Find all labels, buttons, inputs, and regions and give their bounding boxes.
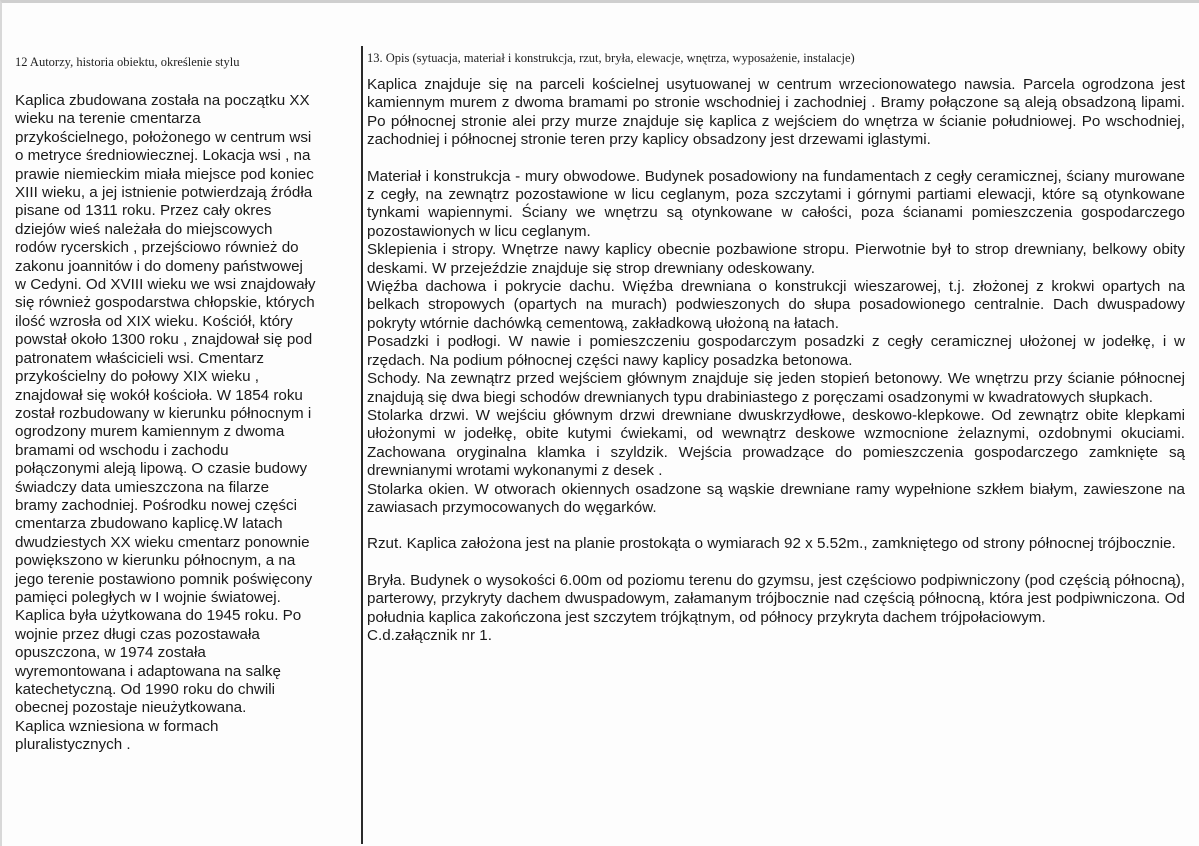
history-line: świadczy data umieszczona na filarze bbox=[15, 478, 270, 496]
history-line: patronatem właścicieli wsi. Cmentarz bbox=[15, 349, 264, 367]
history-line: przykościelnego, położonego w centrum wsi bbox=[15, 128, 312, 146]
history-line: prawie niemieckim miała miejsce pod koniec bbox=[15, 165, 314, 183]
paragraph-situation: Kaplica znajduje się na parceli kościelnej usytuowanej w centrum wrzecionowatego nawsia. Parcela ogrodzona jest kamiennym murem z dwoma bramami po stronie wschodniej i zachodniej . Bramy połączone są aleją obsadzoną lipami. Po północnej stronie alei przy murze znajduje się kaplica z wejściem do wnętrza w ścianie południowej. Po wschodniej, zachodniej i północnej stronie teren przy kaplicy obsadzony jest drzewami iglastymi. bbox=[367, 76, 1185, 149]
history-line: zakonu joannitów i do domeny państwowej bbox=[15, 257, 303, 275]
history-line: pamięci poległych w I wojnie światowej. bbox=[15, 588, 281, 606]
history-line: Kaplica wzniesiona w formach bbox=[15, 717, 219, 735]
paragraph-material: Materiał i konstrukcja - mury obwodowe. Budynek posadowiony na fundamentach z cegły ceramicznej, ściany murowane z cegły, na zewnątrz pozostawione w licu ceglanym, poza szczytami i górnymi partiami elewacji, które są otynkowane tynkami wapiennymi. Ściany we wnętrzu są otynkowane w całości, poza ścianami pomieszczenia gospodarczego pozostawionych w licu ceglanym. bbox=[367, 167, 1185, 240]
history-line: powiększono w kierunku północnym, a na bbox=[15, 552, 296, 570]
history-line: katechetyczną. Od 1990 roku do chwili bbox=[15, 681, 276, 698]
history-line: pisane od 1311 roku. Przez cały okres bbox=[15, 202, 272, 220]
history-heading: 12 Autorzy, historia obiektu, określenie stylu bbox=[15, 55, 240, 69]
history-line: cmentarza zbudowano kaplicę.W latach bbox=[15, 515, 283, 533]
history-line: ilość wzrosła od XIX wieku. Kościół, który bbox=[15, 312, 293, 330]
history-line: ogrodzony murem kamiennym z dwoma bbox=[15, 423, 285, 441]
history-line: pluralistycznych . bbox=[15, 736, 131, 754]
history-line: jego terenie postawiono pomnik poświęcony bbox=[15, 570, 313, 588]
history-line: połączonymi aleją lipową. O czasie budowy bbox=[15, 460, 308, 478]
description-column bbox=[367, 50, 1185, 645]
history-line: o metryce średniowiecznej. Lokacja wsi , na bbox=[15, 147, 311, 165]
history-line: powstał około 1300 roku , znajdował się pod bbox=[15, 331, 313, 349]
paragraph-plan: Rzut. Kaplica założona jest na planie prostokąta o wymiarach 92 x 5.52m., zamkniętego od strony północnej trójbocznie. bbox=[367, 535, 1176, 553]
history-line: przykościelny do połowy XIX wieku , bbox=[15, 368, 259, 386]
paragraph-doors: Stolarka drzwi. W wejściu głównym drzwi drewniane dwuskrzydłowe, deskowo-klepkowe. Od zewnątrz obite klepkami ułożonymi w jodełkę, obite kutymi ćwiekami, od wewnątrz deskowe wzmocnione żelaznymi, ozdobnymi okuciami. Zachowana oryginalna klamka i szyldzik. Wejścia prowadzące do pomieszczenia gospodarczego zamknięte są drewnianymi wrotami wykonanymi z desek . bbox=[367, 406, 1185, 480]
history-line: w Cedyni. Od XVIII wieku we wsi znajdowały bbox=[15, 276, 316, 294]
history-line: został rozbudowany w kierunku północnym i bbox=[15, 404, 312, 422]
history-line: wojnie przez długi czas pozostawała bbox=[15, 625, 260, 643]
paragraph-vaults: Sklepienia i stropy. Wnętrze nawy kaplicy obecnie pozbawione stropu. Pierwotnie był to strop drewniany, belkowy obity deskami. W przejeździe znajduje się strop drewniany odeskowany. bbox=[367, 241, 1185, 277]
history-line: wyremontowana i adaptowana na salkę bbox=[15, 662, 281, 680]
history-line: rodów rycerskich , przejściowo również do bbox=[15, 239, 299, 257]
history-line: bramy zachodniej. Pośrodku nowej części bbox=[15, 496, 297, 514]
description-heading: 13. Opis (sytuacja, materiał i konstrukcja, rzut, bryła, elewacje, wnętrza, wyposażenie, instalacje) bbox=[367, 51, 855, 65]
column-divider bbox=[361, 46, 363, 844]
history-line: znajdował się wokół kościoła. W 1854 roku bbox=[15, 386, 303, 404]
paragraph-roof: Więźba dachowa i pokrycie dachu. Więźba drewniana o konstrukcji wieszarowej, t.j. złożonej z krokwi opartych na belkach stropowych (opartych na murach) podwieszonych do słupa posadowionego centralnie. Dach dwuspadowy pokryty wtórnie dachówką cementową, zakładkową ułożoną na łatach. bbox=[367, 278, 1185, 332]
history-text bbox=[15, 92, 357, 755]
history-line: obecnej pozostaje nieużytkowana. bbox=[15, 699, 247, 717]
history-line: Kaplica była użytkowana do 1945 roku. Po bbox=[15, 607, 302, 625]
history-line: dwudziestych XX wieku cmentarz ponownie bbox=[15, 533, 310, 551]
paragraph-floors: Posadzki i podłogi. W nawie i pomieszczeniu gospodarczym posadzki z cegły ceramicznej ułożonej w jodełkę, i w rzędach. Na podium północnej części nawy kaplicy posadzka betonowa. bbox=[367, 333, 1185, 369]
appendix-note: C.d.załącznik nr 1. bbox=[367, 626, 492, 644]
history-line: opuszczona, w 1974 została bbox=[15, 644, 206, 662]
history-line: bramami od wschodu i zachodu bbox=[15, 441, 229, 459]
paragraph-stairs: Schody. Na zewnątrz przed wejściem głównym znajduje się jeden stopień betonowy. We wnętrzu przy ścianie północnej znajdują się dwa biegi schodów drewnianych typu drabiniastego z poręczami osadzonymi w kwadratowych słupkach. bbox=[367, 370, 1185, 406]
paragraph-windows: Stolarka okien. W otworach okiennych osadzone są wąskie drewniane ramy wypełnione szkłem białym, zawieszone na zawiasach przymocowanych do węgarków. bbox=[367, 480, 1185, 516]
history-line: Kaplica zbudowana została na początku XX bbox=[15, 92, 310, 109]
history-line: wieku na terenie cmentarza bbox=[15, 110, 201, 128]
history-line: XIII wieku, a jej istnienie potwierdzają źródła bbox=[15, 184, 313, 202]
history-column bbox=[15, 54, 357, 755]
description-text bbox=[367, 76, 1185, 645]
history-line: się również gospodarstwa chłopskie, których bbox=[15, 294, 315, 312]
history-line: dziejów wieś należała do miejscowych bbox=[15, 220, 273, 238]
paragraph-massing: Bryła. Budynek o wysokości 6.00m od poziomu terenu do gzymsu, jest częściowo podpiwniczony (pod częścią północną), parterowy, przykryty dachem dwuspadowym, załamanym trójbocznie nad częścią północną, która jest podpiwniczona. Od południa kaplica zakończona jest szczytem trójkątnym, od północy przykryta dachem trójpołaciowym. bbox=[367, 571, 1185, 626]
